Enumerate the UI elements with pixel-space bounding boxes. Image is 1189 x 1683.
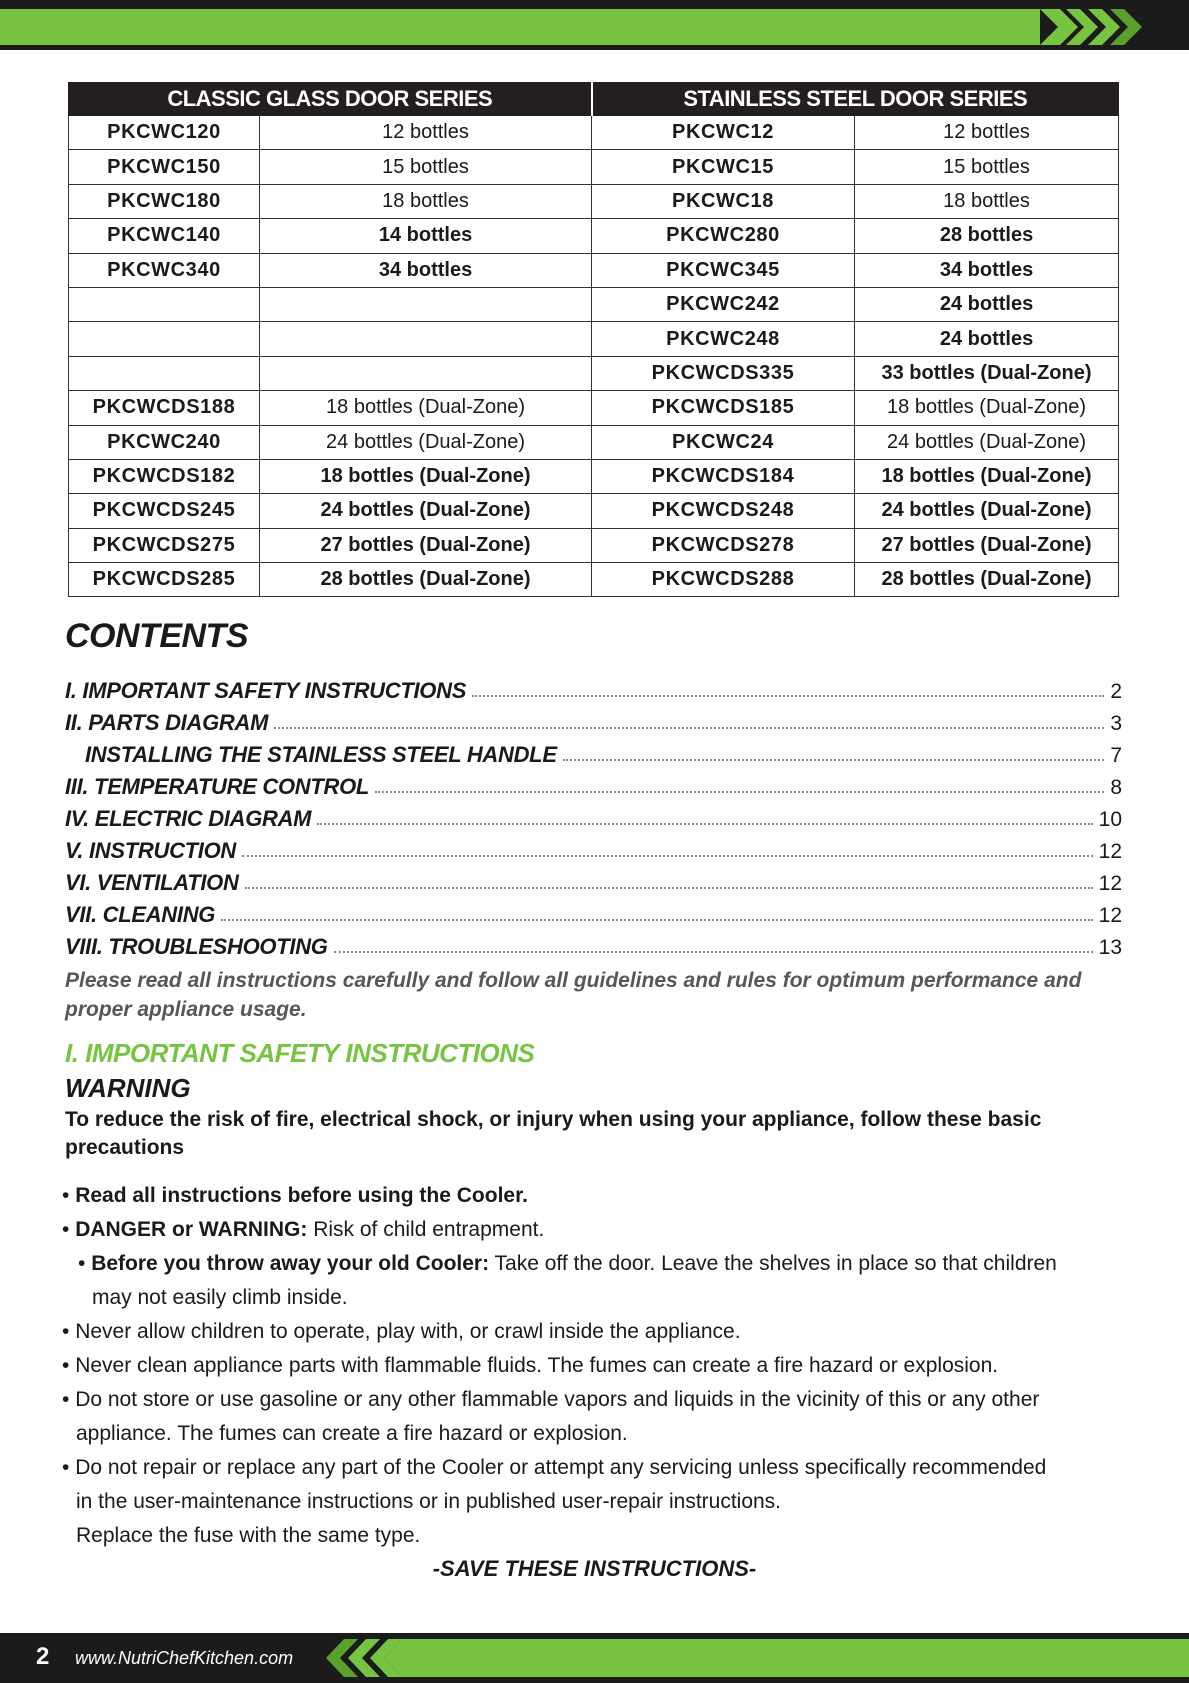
table-header-row [69,83,1119,116]
table-row [69,184,1119,218]
classic-capacity-cell: 24 bottles (Dual-Zone) [260,494,592,528]
chevrons-left-icon [318,1639,418,1677]
stainless-model-cell: PKCWC12 [592,116,855,150]
toc-item[interactable] [65,736,1122,768]
table-row [69,116,1119,150]
toc-leader [472,694,1104,697]
toc-leader [245,886,1093,889]
page-number: 2 [36,1643,50,1670]
stainless-model-cell: PKCWC280 [592,219,855,253]
classic-model-cell: PKCWCDS182 [69,459,260,493]
table-row [69,459,1119,493]
stainless-model-cell: PKCWCDS185 [592,391,855,425]
stainless-capacity-cell: 24 bottles [855,322,1119,356]
bullet-text: Do not store or use gasoline or any other flammable vapors and liquids in the vicinity of this or any other [75,1388,1040,1411]
table-row [69,391,1119,425]
contents-title: CONTENTS [65,617,248,655]
classic-model-cell [69,356,260,390]
toc-item[interactable] [65,768,1122,800]
header-green-bar [0,9,1060,45]
list-item: • Read all instructions before using the Cooler. [62,1184,528,1207]
classic-model-cell: PKCWC340 [69,253,260,287]
toc-page: 12 [1098,872,1122,895]
bullet-text: Take off the door. Leave the shelves in place so that children [489,1252,1057,1275]
stainless-capacity-cell: 27 bottles (Dual-Zone) [855,528,1119,562]
classic-capacity-cell: 18 bottles (Dual-Zone) [260,391,592,425]
toc-leader [317,822,1092,825]
footer-band [0,1633,1189,1683]
stainless-model-cell: PKCWC15 [592,150,855,184]
table-row [69,528,1119,562]
toc-label: II. PARTS DIAGRAM [65,710,269,735]
toc-label: IV. ELECTRIC DIAGRAM [65,806,312,831]
classic-model-cell [69,322,260,356]
toc-page: 2 [1110,680,1122,703]
toc-page: 13 [1098,936,1122,959]
table-row [69,563,1119,597]
stainless-capacity-cell: 28 bottles [855,219,1119,253]
bullet-bold: DANGER or WARNING: [75,1218,308,1241]
toc-item[interactable] [65,896,1122,928]
stainless-model-cell: PKCWCDS278 [592,528,855,562]
stainless-model-cell: PKCWCDS288 [592,563,855,597]
stainless-model-cell: PKCWCDS248 [592,494,855,528]
chevrons-right-icon [1040,9,1189,45]
stainless-capacity-cell: 28 bottles (Dual-Zone) [855,563,1119,597]
classic-model-cell: PKCWC140 [69,219,260,253]
toc-page: 12 [1098,904,1122,927]
toc-item[interactable] [65,800,1122,832]
classic-capacity-cell: 24 bottles (Dual-Zone) [260,425,592,459]
stainless-capacity-cell: 33 bottles (Dual-Zone) [855,356,1119,390]
header-band [0,0,1189,50]
safety-bullets [62,1179,1137,1553]
list-item: • Do not store or use gasoline or any other flammable vapors and liquids in the vicinity of this or any other appliance. The fumes can create a fire hazard or explosion. [62,1383,1137,1451]
toc-label: VI. VENTILATION [65,870,239,895]
footer-green-bar [400,1639,1189,1677]
classic-model-cell [69,287,260,321]
toc-leader [375,790,1104,793]
classic-capacity-cell [260,287,592,321]
classic-capacity-cell [260,356,592,390]
stainless-capacity-cell: 24 bottles (Dual-Zone) [855,425,1119,459]
toc-item[interactable] [65,928,1122,960]
classic-capacity-cell: 14 bottles [260,219,592,253]
toc-item[interactable] [65,704,1122,736]
classic-capacity-cell: 18 bottles [260,184,592,218]
bullet-text: Never clean appliance parts with flammable fluids. The fumes can create a fire hazard or explosion. [75,1354,999,1377]
classic-capacity-cell: 27 bottles (Dual-Zone) [260,528,592,562]
toc-label: I. IMPORTANT SAFETY INSTRUCTIONS [65,678,467,703]
toc-item[interactable] [65,672,1122,704]
list-item: • Never allow children to operate, play with, or crawl inside the appliance. [62,1320,741,1343]
warning-title: WARNING [65,1073,191,1103]
table-row [69,356,1119,390]
stainless-model-cell: PKCWCDS335 [592,356,855,390]
classic-capacity-cell: 15 bottles [260,150,592,184]
bullet-text: Never allow children to operate, play with, or crawl inside the appliance. [75,1320,741,1343]
toc-label: III. TEMPERATURE CONTROL [65,774,370,799]
table-row [69,150,1119,184]
stainless-capacity-cell: 18 bottles (Dual-Zone) [855,391,1119,425]
stainless-capacity-cell: 12 bottles [855,116,1119,150]
toc-page: 7 [1110,744,1122,767]
classic-capacity-cell: 12 bottles [260,116,592,150]
table-row [69,494,1119,528]
warning-text: To reduce the risk of fire, electrical shock, or injury when using your appliance, follow these basic precautions [65,1108,1042,1159]
safety-section-title: I. IMPORTANT SAFETY INSTRUCTIONS [65,1038,535,1068]
read-instructions-note: Please read all instructions carefully and follow all guidelines and rules for optimum performance and proper appliance usage. [65,969,1082,1021]
stainless-capacity-cell: 34 bottles [855,253,1119,287]
toc-label: INSTALLING THE STAINLESS STEEL HANDLE [85,742,557,767]
toc-leader [242,854,1093,857]
table-row [69,253,1119,287]
classic-capacity-cell [260,322,592,356]
toc-page: 8 [1110,776,1122,799]
toc-label: VII. CLEANING [65,902,216,927]
bullet-continuation: Replace the fuse with the same type. [76,1524,421,1547]
bullet-text: Read all instructions before using the Cooler. [75,1184,528,1207]
list-item: • Never clean appliance parts with flammable fluids. The fumes can create a fire hazard or explosion. [62,1354,999,1377]
stainless-series-header: STAINLESS STEEL DOOR SERIES [592,83,1119,116]
table-row [69,322,1119,356]
stainless-model-cell: PKCWC18 [592,184,855,218]
bullet-bold: Before you throw away your old Cooler: [91,1252,490,1275]
bullet-continuation: may not easily climb inside. [92,1286,348,1309]
models-table [68,82,1119,597]
table-row [69,219,1119,253]
table-of-contents [65,672,1122,960]
classic-capacity-cell: 34 bottles [260,253,592,287]
classic-series-header: CLASSIC GLASS DOOR SERIES [69,83,592,116]
classic-model-cell: PKCWCDS275 [69,528,260,562]
classic-model-cell: PKCWC150 [69,150,260,184]
stainless-model-cell: PKCWC345 [592,253,855,287]
stainless-model-cell: PKCWC248 [592,322,855,356]
stainless-capacity-cell: 24 bottles [855,287,1119,321]
bullet-continuation: appliance. The fumes can create a fire hazard or explosion. [76,1422,628,1445]
stainless-capacity-cell: 24 bottles (Dual-Zone) [855,494,1119,528]
save-instructions: -SAVE THESE INSTRUCTIONS- [432,1556,757,1581]
toc-leader [221,918,1093,921]
stainless-capacity-cell: 18 bottles (Dual-Zone) [855,459,1119,493]
toc-leader [563,758,1105,761]
stainless-model-cell: PKCWCDS184 [592,459,855,493]
stainless-capacity-cell: 15 bottles [855,150,1119,184]
classic-model-cell: PKCWC240 [69,425,260,459]
table-row [69,287,1119,321]
toc-label: V. INSTRUCTION [65,838,237,863]
toc-leader [334,950,1093,953]
website-url[interactable]: www.NutriChefKitchen.com [75,1648,294,1668]
classic-model-cell: PKCWC120 [69,116,260,150]
classic-capacity-cell: 18 bottles (Dual-Zone) [260,459,592,493]
bullet-text: Risk of child entrapment. [307,1218,545,1241]
list-item: • DANGER or WARNING: Risk of child entrapment. [62,1218,545,1241]
toc-leader [274,726,1104,729]
toc-item[interactable] [65,864,1122,896]
classic-model-cell: PKCWCDS245 [69,494,260,528]
table-row [69,425,1119,459]
bullet-continuation: in the user-maintenance instructions or in published user-repair instructions. [76,1490,782,1513]
classic-model-cell: PKCWCDS188 [69,391,260,425]
list-item: • Before you throw away your old Cooler: Take off the door. Leave the shelves in place so that children may not easily climb inside. [62,1247,1137,1315]
bullet-text: Do not repair or replace any part of the Cooler or attempt any servicing unless specifically recommended [75,1456,1047,1479]
list-item: • Do not repair or replace any part of the Cooler or attempt any servicing unless specifically recommended in the user-maintenance instructions or in published user-repair instructions. Replace the fuse with the same type. [62,1451,1137,1553]
stainless-capacity-cell: 18 bottles [855,184,1119,218]
toc-page: 3 [1110,712,1122,735]
toc-page: 10 [1098,808,1122,831]
toc-label: VIII. TROUBLESHOOTING [65,934,328,959]
classic-model-cell: PKCWC180 [69,184,260,218]
stainless-model-cell: PKCWC24 [592,425,855,459]
classic-model-cell: PKCWCDS285 [69,563,260,597]
toc-item[interactable] [65,832,1122,864]
toc-page: 12 [1098,840,1122,863]
stainless-model-cell: PKCWC242 [592,287,855,321]
classic-capacity-cell: 28 bottles (Dual-Zone) [260,563,592,597]
